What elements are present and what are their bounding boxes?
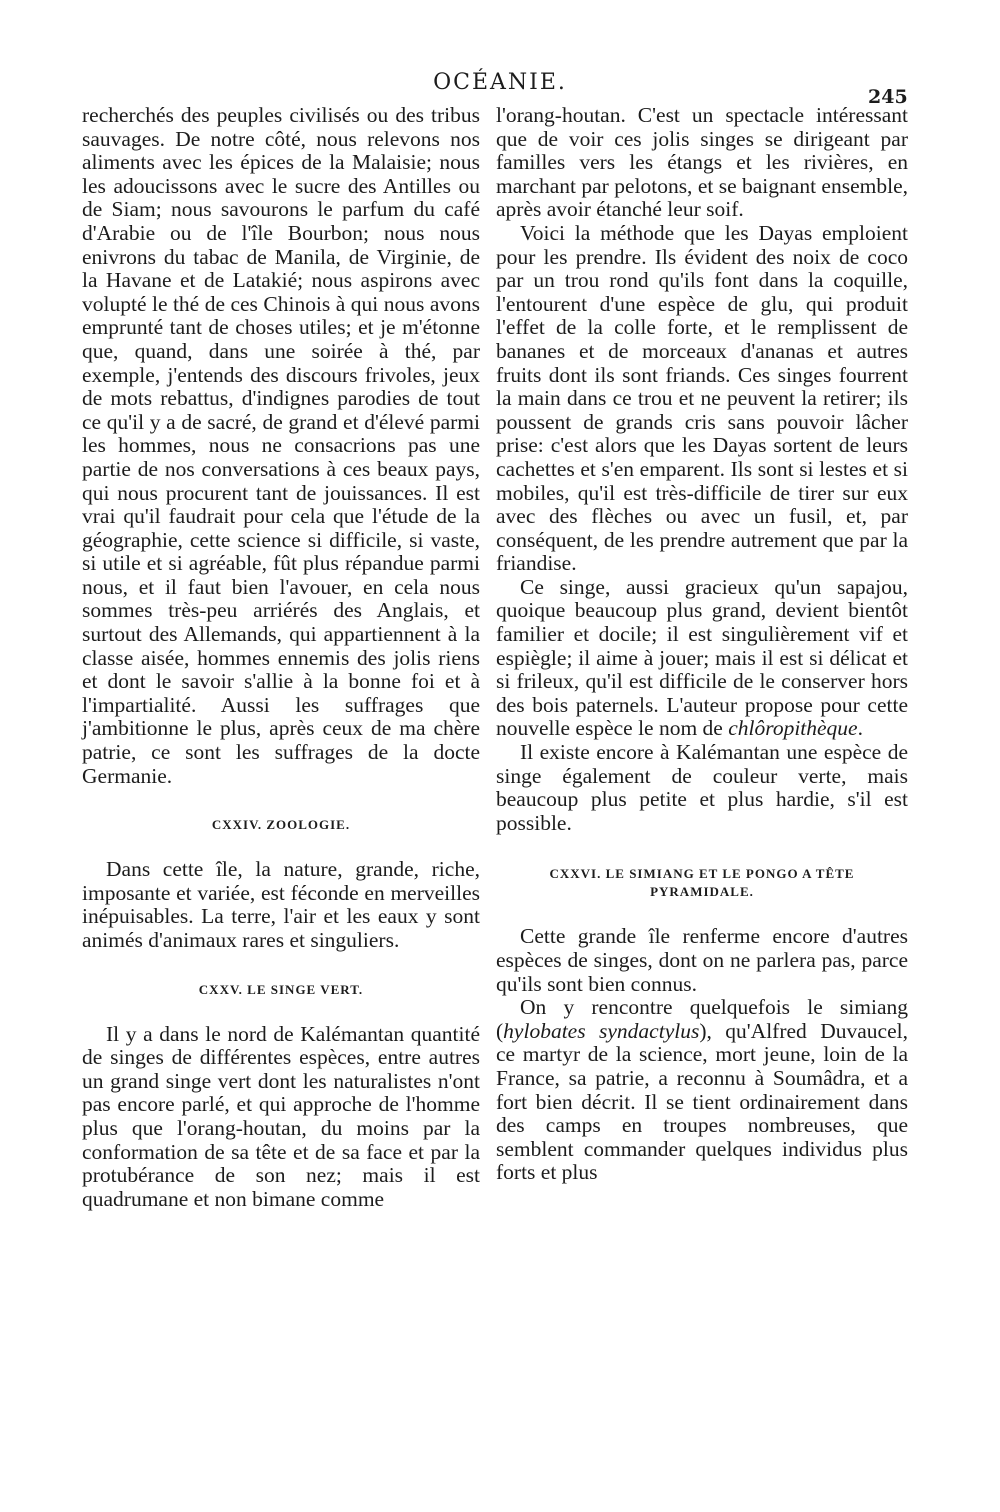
left-column <box>82 104 480 1211</box>
paragraph-sapajou-text: Ce singe, aussi gracieux qu'un sapajou, quoique beaucoup plus grand, devient bientôt familier et docile; il est singulièrement vif et espiègle; il aime à jouer; mais il est si délicat et si frileux, qu'il est difficile de le conserver hors des bois paternels. L'auteur propose pour cette nouvelle espèce le nom de <box>496 574 908 741</box>
term-chloropitheque: chlôropithèque <box>728 716 858 741</box>
paragraph-sapajou-end: . <box>857 716 863 741</box>
section-heading-zoologie: CXXIV. ZOOLOGIE. <box>211 817 351 833</box>
paragraph-simiang-end: ), qu'Alfred Duvaucel, ce martyr de la science, mort jeune, loin de la France, sa patrie, a reconnu à Soumâdra, et a fort bien décrit. Il se tient ordinairement dans des camps en troupes nombreuses, que semblent commander quelques individus plus forts et plus <box>496 1018 908 1185</box>
section-heading-simiang: CXXVI. LE SIMIANG ET LE PONGO A TÊTE PYRAMIDALE. <box>549 866 855 900</box>
right-column <box>496 104 908 1185</box>
section-heading-singe-vert: CXXV. LE SINGE VERT. <box>198 981 364 997</box>
paragraph-zoologie: Dans cette île, la nature, grande, riche, imposante et variée, est féconde en merveilles inépuisables. La terre, l'air et les eaux y sont animés d'animaux rares et singuliers. <box>82 857 480 952</box>
paragraph-sapajou <box>496 576 908 741</box>
page-number: 245 <box>868 86 908 108</box>
term-hylobates: hylobates syndactylus <box>503 1018 700 1043</box>
paragraph-simiang <box>496 996 908 1185</box>
paragraph-grande-ile: Cette grande île renferme encore d'autres espèces de singes, dont on ne parlera pas, parce qu'ils sont bien connus. <box>496 924 908 996</box>
paragraph-simiang-start: On y rencontre quelquefois le simiang ( <box>496 995 908 1043</box>
paragraph-intro: recherchés des peuples civilisés ou des tribus sauvages. De notre côté, nous relevons nos aliments avec les épices de la Malaisie; nous les adoucissons avec le sucre des Antilles ou de Siam; nous savourons le parfum du café d'Arabie ou de l'île Bourbon; nous nous enivrons du tabac de Manila, de Virginie, de la Havane et de Latakié; nous aspirons avec volupté le thé de ces Chinois à qui nous avons emprunté tant de choses utiles; et je m'étonne que, quand, dans une soirée à thé, par exemple, j'entends des discours frivoles, jeux de mots rebattus, d'indignes parodies de tout ce qu'il y a de sacré, de grand et d'élevé parmi les hommes, nous ne consacrions pas une partie de nos conversations à ces beaux pays, qui nous procurent tant de jouissances. Il est vrai qu'il faudrait pour cela que l'étude de la géographie, cette science si difficile, si vaste, si utile et si agréable, fût plus répandue parmi nous, et il faut bien l'avouer, en cela nous sommes très-peu arriérés des Anglais, et surtout des Allemands, qui appartiennent à la classe aisée, hommes ennemis des jolis riens et dont le savoir s'allie à la bonne foi et à l'impartialité. Aussi les suffrages que j'ambitionne le plus, après ceux de ma chère patrie, ce sont les suffrages de la docte Germanie. <box>82 103 480 788</box>
paragraph-singe-vert: Il y a dans le nord de Kalémantan quantité de singes de différentes espèces, entre autres un grand singe vert dont les naturalistes n'ont pas encore parlé, et qui approche de l'homme plus que l'orang-houtan, du moins par la conformation de sa tête et de sa face et par la protubérance de son nez; mais il est quadrumane et non bimane comme <box>82 1021 480 1211</box>
page-header-title: OCÉANIE. <box>433 70 567 95</box>
paragraph-dayas: Voici la méthode que les Dayas emploient pour les prendre. Ils évident des noix de coco par un trou rond qu'ils font dans la coquille, l'entourent d'une espèce de glu, qui produit l'effet de la colle forte, et le remplissent de bananes et de morceaux d'ananas et autres fruits dont ils sont friands. Ces singes fourrent la main dans ce trou et ne peuvent la retirer; ils poussent de grands cris sans pouvoir lâcher prise: c'est alors que les Dayas sortent de leurs cachettes et s'en emparent. Ils sont si lestes et si mobiles, qu'il est très-difficile de tirer sur eux avec des flèches ou avec un fusil, et, par conséquent, de les prendre autrement que par la friandise. <box>496 220 908 576</box>
paragraph-autre-espece: Il existe encore à Kalémantan une espèce de singe également de couleur verte, mais beaucoup plus petite et plus hardie, s'il est possible. <box>496 740 908 835</box>
paragraph-continuation: l'orang-houtan. C'est un spectacle intéressant que de voir ces jolis singes se dirigeant par familles vers les étangs et les rivières, en marchant par pelotons, et se baignant ensemble, après avoir étanché leur soif. <box>496 103 908 222</box>
